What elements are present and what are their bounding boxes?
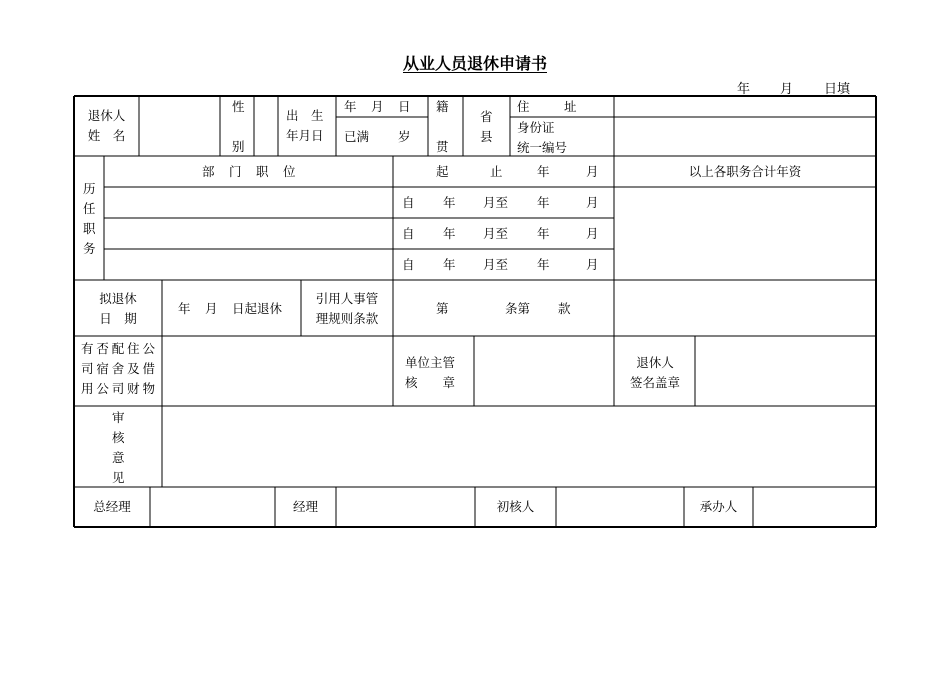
total-seniority-header: 以上各职务合计年资: [688, 164, 802, 179]
dept-header-4: 位: [283, 164, 296, 179]
retire-date-label-2: 日 期: [99, 311, 137, 326]
retiree-sign-label-2: 签名盖章: [629, 375, 680, 390]
history-side-label-1: 历: [83, 181, 96, 196]
age-label-2: 岁: [398, 129, 411, 144]
retire-date-year: 年: [178, 301, 191, 316]
dorm-label-2: 司宿舍及借: [81, 361, 155, 376]
native-place-label-2: 贯: [436, 139, 449, 154]
history-row-3-month2: 月: [586, 257, 599, 272]
birth-year-unit: 年: [344, 99, 357, 114]
general-manager-label: 总经理: [93, 499, 131, 514]
dorm-label-1: 有否配住公: [81, 341, 155, 356]
history-row-2-year2: 年: [537, 226, 550, 241]
review-label-3: 意: [112, 450, 125, 465]
rule-label-1: 引用人事管: [315, 291, 379, 306]
period-header-1: 起: [436, 164, 449, 179]
period-header-2: 止: [490, 164, 503, 179]
form-title: 从业人员退休申请书: [402, 54, 547, 73]
gender-label-2: 别: [232, 139, 245, 154]
retiree-sign-label-1: 退休人: [636, 355, 674, 370]
review-label-1: 审: [112, 410, 125, 425]
handler-label: 承办人: [699, 499, 738, 514]
history-row-1-year2: 年: [537, 195, 550, 210]
unit-seal-label-2: 核 章: [405, 375, 456, 390]
history-side-label-4: 务: [83, 241, 96, 256]
retiree-name-label-2: 姓 名: [87, 128, 126, 143]
fill-date-year: 年: [737, 82, 751, 97]
age-label-1: 已满: [344, 129, 370, 144]
native-place-label-1: 籍: [436, 99, 449, 114]
birth-month-unit: 月: [371, 99, 384, 114]
idcard-label-1: 身份证: [517, 120, 555, 135]
clause-label-2: 条第: [505, 301, 531, 316]
history-row-2-month1: 月至: [483, 226, 509, 241]
birth-label-2: 年月日: [286, 128, 324, 143]
history-row-2-month2: 月: [586, 226, 599, 241]
history-row-1-year1: 年: [443, 195, 456, 210]
history-row-1-from: 自: [402, 195, 415, 210]
clause-label-1: 第: [436, 301, 449, 316]
idcard-label-2: 统一编号: [517, 140, 568, 155]
retire-date-rest: 日起退休: [232, 301, 283, 316]
history-row-2-year1: 年: [443, 226, 456, 241]
history-row-2-from: 自: [402, 226, 415, 241]
review-label-4: 见: [112, 470, 125, 485]
manager-label: 经理: [292, 499, 318, 514]
dept-header-1: 部: [202, 164, 215, 179]
birth-day-unit: 日: [398, 99, 411, 114]
history-row-3-year1: 年: [443, 257, 456, 272]
history-row-3-year2: 年: [537, 257, 550, 272]
address-label-2: 址: [564, 99, 577, 114]
history-side-label-2: 任: [83, 201, 96, 216]
gender-label-1: 性: [232, 99, 245, 114]
history-row-3-month1: 月至: [483, 257, 509, 272]
birth-label-1: 出 生: [286, 108, 324, 123]
clause-label-3: 款: [558, 301, 571, 316]
history-row-1-month1: 月至: [483, 195, 509, 210]
dorm-label-3: 用公司财物: [81, 381, 155, 396]
address-label-1: 住: [517, 99, 530, 114]
county-label: 县: [480, 129, 493, 144]
retiree-name-label-1: 退休人: [87, 108, 126, 123]
province-label: 省: [480, 109, 493, 124]
history-row-1-month2: 月: [586, 195, 599, 210]
fill-date-month: 月: [780, 82, 794, 97]
period-header-4: 月: [586, 164, 599, 179]
first-reviewer-label: 初核人: [496, 499, 535, 514]
history-row-3-from: 自: [402, 257, 415, 272]
history-side-label-3: 职: [83, 221, 96, 236]
retire-date-label-1: 拟退休: [99, 291, 137, 306]
dept-header-3: 职: [256, 164, 269, 179]
retire-date-month: 月: [205, 301, 218, 316]
fill-date-day: 日填: [824, 82, 851, 97]
unit-seal-label-1: 单位主管: [405, 355, 456, 370]
dept-header-2: 门: [229, 164, 242, 179]
period-header-3: 年: [537, 164, 550, 179]
rule-label-2: 理规则条款: [315, 311, 379, 326]
review-label-2: 核: [112, 430, 125, 445]
